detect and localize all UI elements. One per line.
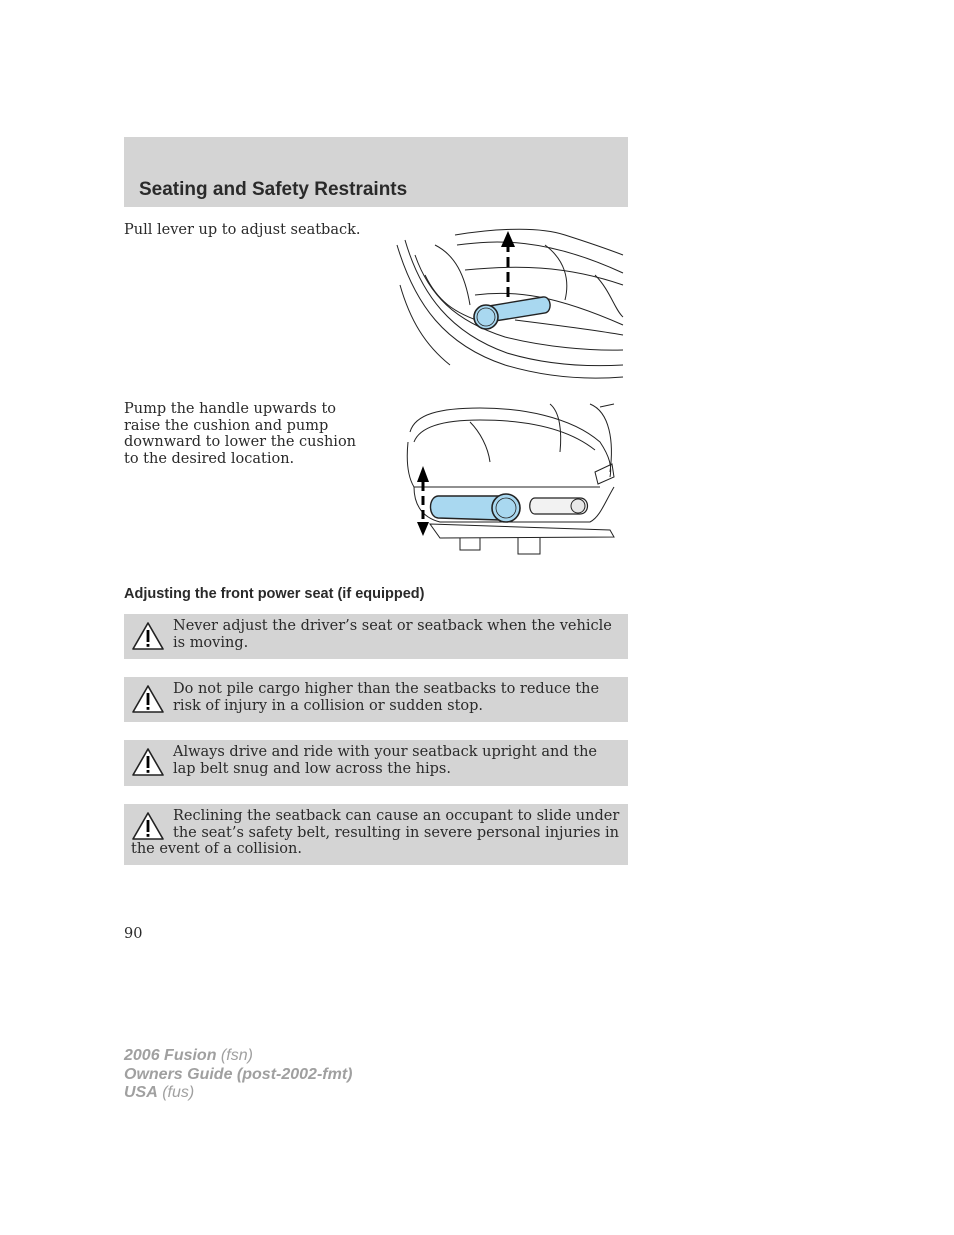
- warning-triangle-icon: [131, 684, 165, 714]
- cushion-pump-illustration: [400, 402, 620, 562]
- warning-text: Always drive and ride with your seatback upright and the lap belt snug and low across the hips.: [173, 744, 597, 777]
- footer-market: USA: [124, 1084, 158, 1101]
- footer-model: 2006 Fusion: [124, 1047, 217, 1064]
- warning-text: Do not pile cargo higher than the seatbacks to reduce the risk of injury in a collision or sudden stop.: [173, 681, 600, 714]
- arrow-up-down-icon: [417, 466, 429, 536]
- page-number: 90: [124, 926, 143, 942]
- warning-box: [124, 614, 628, 659]
- warning-triangle-icon: [131, 811, 165, 841]
- power-seat-heading: Adjusting the front power seat (if equipped): [124, 586, 425, 602]
- warning-box: [124, 677, 628, 722]
- section-header: [124, 137, 628, 207]
- warning-text: Never adjust the driver’s seat or seatback when the vehicle is moving.: [173, 618, 612, 651]
- document-footer: [124, 1047, 352, 1103]
- footer-market-code: (fus): [157, 1084, 195, 1101]
- warning-box: [124, 804, 628, 865]
- footer-model-code: (fsn): [216, 1047, 253, 1064]
- warning-text: Reclining the seatback can cause an occupant to slide under the seat’s safety belt, resulting in severe personal injuries in the event of a collision.: [131, 808, 620, 857]
- seatback-lever-illustration: [395, 225, 625, 385]
- footer-guide: Owners Guide (post-2002-fmt): [124, 1065, 353, 1083]
- seatback-instruction: Pull lever up to adjust seatback.: [124, 222, 361, 238]
- cushion-instruction: Pump the handle upwards to raise the cushion and pump downward to lower the cushion to the desired location.: [124, 401, 357, 467]
- section-title: Seating and Safety Restraints: [139, 179, 408, 200]
- warning-box: [124, 740, 628, 786]
- warning-triangle-icon: [131, 747, 165, 777]
- warning-triangle-icon: [131, 621, 165, 651]
- arrow-up-icon: [501, 231, 515, 297]
